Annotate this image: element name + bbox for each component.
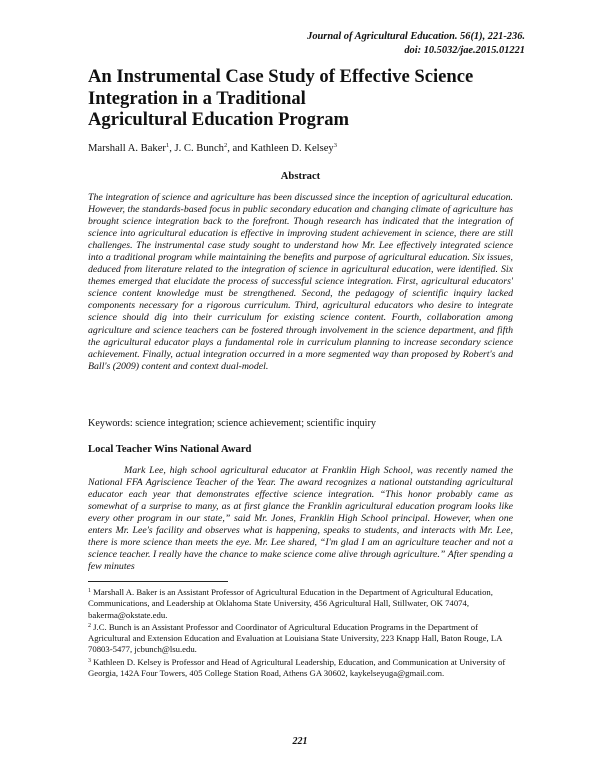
journal-doi: doi: 10.5032/jae.2015.01221 [404,45,525,56]
paper-title [88,66,528,131]
footnote [88,622,516,656]
author-name: Marshall A. Baker [88,143,166,154]
footnote-text: Marshall A. Baker is an Assistant Professor of Agricultural Education in the Department of Agricultural Education, Communications, and Leadership at Oklahoma State University, 456 Agricultural Hall, Stillwater, OK 74074, bakerma@okstate.edu. [88,587,493,620]
author-footnote-mark: 1 [165,142,170,149]
author-footnote-mark: 2 [223,142,228,149]
author-name: Kathleen D. Kelsey [250,143,334,154]
author-name: J. C. Bunch [174,143,224,154]
footnote-mark: 2 [88,622,91,629]
author-footnote-mark: 3 [333,142,337,149]
footnote-mark: 1 [88,588,91,594]
footnotes [88,587,516,680]
title-line: An Instrumental Case Study of Effective Science [88,66,474,87]
footnote-divider [88,581,228,582]
page-number: 221 [292,736,308,747]
footnote-mark: 3 [88,657,91,664]
journal-citation [105,30,525,58]
footnote [88,657,516,680]
keywords: Keywords: science integration; science achievement; scientific inquiry [88,418,376,429]
author-list [88,143,337,154]
author-separator: , [169,143,175,154]
abstract-text: The integration of science and agriculture has been discussed since the inception of agricultural education. However, the standards-based focus in public secondary education and changing climate of agriculture has brought science integration back to the forefront. Though research has indicated that the integration of science into agricultural education is effective in improving student achievement in science, there are still challenges. The instrumental case study sought to understand how Mr. Lee effectively integrated science into a traditional program while maintaining the benefits and purpose of agricultural education. Six issues, deduced from literature related to the integration of science in agricultural education, were identified. Six themes emerged that elucidate the process of successful science integration. First, agricultural educators' science content knowledge must be strengthened. Second, the pedagogy of scientific inquiry lacked components necessary for a rigorous curriculum. Third, agricultural educators who desire to integrate science should dig into their curriculum for existing science content. Fourth, collaboration among agriculture and science teachers can be fostered through involvement in the science department, and fifth the agricultural educator plays a fundamental role in curriculum planning to increase secondary science achievement. Finally, actual integration occurred in a more segmented way than proposed by Robert's and Ball's (2009) content and context dual-model. [88,192,513,372]
title-line: Integration in a Traditional [88,87,306,109]
abstract-heading: Abstract [280,171,321,182]
footnote-text: Kathleen D. Kelsey is Professor and Head of Agricultural Leadership, Education, and Communication at University of Georgia, 142A Four Towers, 405 College Station Road, Athens GA 30602, kaykelseyuga@gmail.com. [88,656,506,679]
author-separator: , and [227,143,251,154]
title-line: Agricultural Education Program [88,109,349,130]
section-heading: Local Teacher Wins National Award [88,444,252,455]
footnote [88,587,516,621]
journal-volume-pages: Journal of Agricultural Education. 56(1), 221-236. [307,31,525,42]
footnote-text: J.C. Bunch is an Assistant Professor and Coordinator of Agricultural Education Programs in the Department of Agricultural and Extension Education and Evaluation at Louisiana State University, 223 Knapp Hall, Baton Rouge, LA 70803-5477, jcbunch@lsu.edu. [88,621,502,655]
body-paragraph: Mark Lee, high school agricultural educator at Franklin High School, was recently named the National FFA Agriscience Teacher of the Year. The award recognizes a national outstanding agricultural educator each year that demonstrates effective science integration. “This honor probably came as somewhat of a surprise to many, as at first glance the Franklin agricultural education program looks like every other program in our state,” said Mr. Jones, Franklin High School principal. However, when one enters Mr. Lee's facility and observes what is happening, speaks to students, and interacts with Mr. Lee, there is more science than meets the eye. Mr. Lee shared, “I'm glad I am an agriculture teacher and not a science teacher. I really have the chance to make science come alive through agriculture.” After spending a few minutes [88,465,513,573]
